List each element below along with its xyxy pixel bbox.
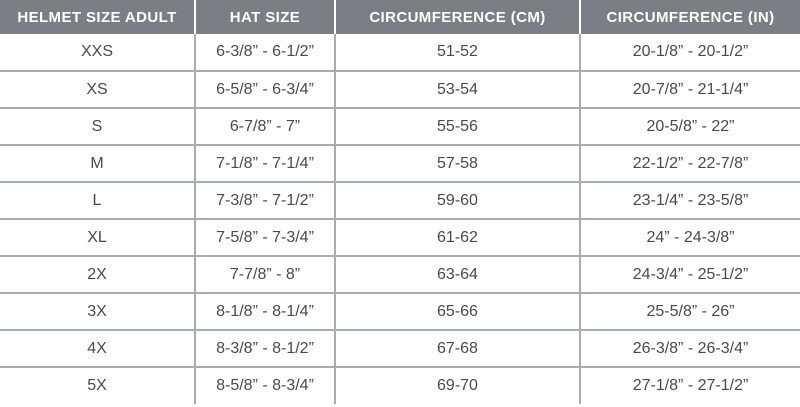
cell-hat-size: 7-3/8” - 7-1/2” [195, 182, 335, 219]
table-row [0, 219, 800, 256]
cell-hat-size: 6-3/8” - 6-1/2” [195, 34, 335, 71]
cell-helmet-size: M [0, 145, 195, 182]
table-row [0, 330, 800, 367]
cell-circumference-in: 20-1/8” - 20-1/2” [580, 34, 800, 71]
cell-circumference-in: 20-7/8” - 21-1/4” [580, 71, 800, 108]
cell-circumference-in: 26-3/8” - 26-3/4” [580, 330, 800, 367]
cell-circumference-in: 25-5/8” - 26” [580, 293, 800, 330]
cell-hat-size: 8-5/8” - 8-3/4” [195, 367, 335, 404]
column-header-circumference-cm: CIRCUMFERENCE (CM) [335, 0, 580, 34]
cell-helmet-size: 3X [0, 293, 195, 330]
table-row [0, 145, 800, 182]
cell-hat-size: 7-1/8” - 7-1/4” [195, 145, 335, 182]
cell-circumference-cm: 53-54 [335, 71, 580, 108]
table-header [0, 0, 800, 34]
cell-helmet-size: XL [0, 219, 195, 256]
table-row [0, 108, 800, 145]
cell-hat-size: 6-7/8” - 7” [195, 108, 335, 145]
cell-hat-size: 8-3/8” - 8-1/2” [195, 330, 335, 367]
cell-helmet-size: 4X [0, 330, 195, 367]
cell-helmet-size: 2X [0, 256, 195, 293]
table-row [0, 256, 800, 293]
table-row [0, 182, 800, 219]
cell-helmet-size: XXS [0, 34, 195, 71]
cell-circumference-cm: 63-64 [335, 256, 580, 293]
cell-circumference-in: 27-1/8” - 27-1/2” [580, 367, 800, 404]
cell-circumference-cm: 69-70 [335, 367, 580, 404]
cell-helmet-size: S [0, 108, 195, 145]
cell-circumference-cm: 57-58 [335, 145, 580, 182]
cell-helmet-size: L [0, 182, 195, 219]
column-header-hat-size: HAT SIZE [195, 0, 335, 34]
cell-circumference-in: 20-5/8” - 22” [580, 108, 800, 145]
table-body [0, 34, 800, 404]
cell-helmet-size: XS [0, 71, 195, 108]
table-header-row [0, 0, 800, 34]
cell-circumference-cm: 55-56 [335, 108, 580, 145]
table-row [0, 34, 800, 71]
cell-circumference-in: 24” - 24-3/8” [580, 219, 800, 256]
table-row [0, 367, 800, 404]
cell-hat-size: 8-1/8” - 8-1/4” [195, 293, 335, 330]
cell-circumference-cm: 59-60 [335, 182, 580, 219]
cell-circumference-cm: 65-66 [335, 293, 580, 330]
cell-circumference-cm: 61-62 [335, 219, 580, 256]
table-row [0, 71, 800, 108]
cell-hat-size: 6-5/8” - 6-3/4” [195, 71, 335, 108]
column-header-helmet-size-adult: HELMET SIZE ADULT [0, 0, 195, 34]
column-header-circumference-in: CIRCUMFERENCE (IN) [580, 0, 800, 34]
cell-hat-size: 7-5/8” - 7-3/4” [195, 219, 335, 256]
cell-circumference-cm: 51-52 [335, 34, 580, 71]
cell-circumference-in: 23-1/4” - 23-5/8” [580, 182, 800, 219]
cell-helmet-size: 5X [0, 367, 195, 404]
cell-circumference-in: 24-3/4” - 25-1/2” [580, 256, 800, 293]
table-row [0, 293, 800, 330]
cell-hat-size: 7-7/8” - 8” [195, 256, 335, 293]
cell-circumference-cm: 67-68 [335, 330, 580, 367]
cell-circumference-in: 22-1/2” - 22-7/8” [580, 145, 800, 182]
